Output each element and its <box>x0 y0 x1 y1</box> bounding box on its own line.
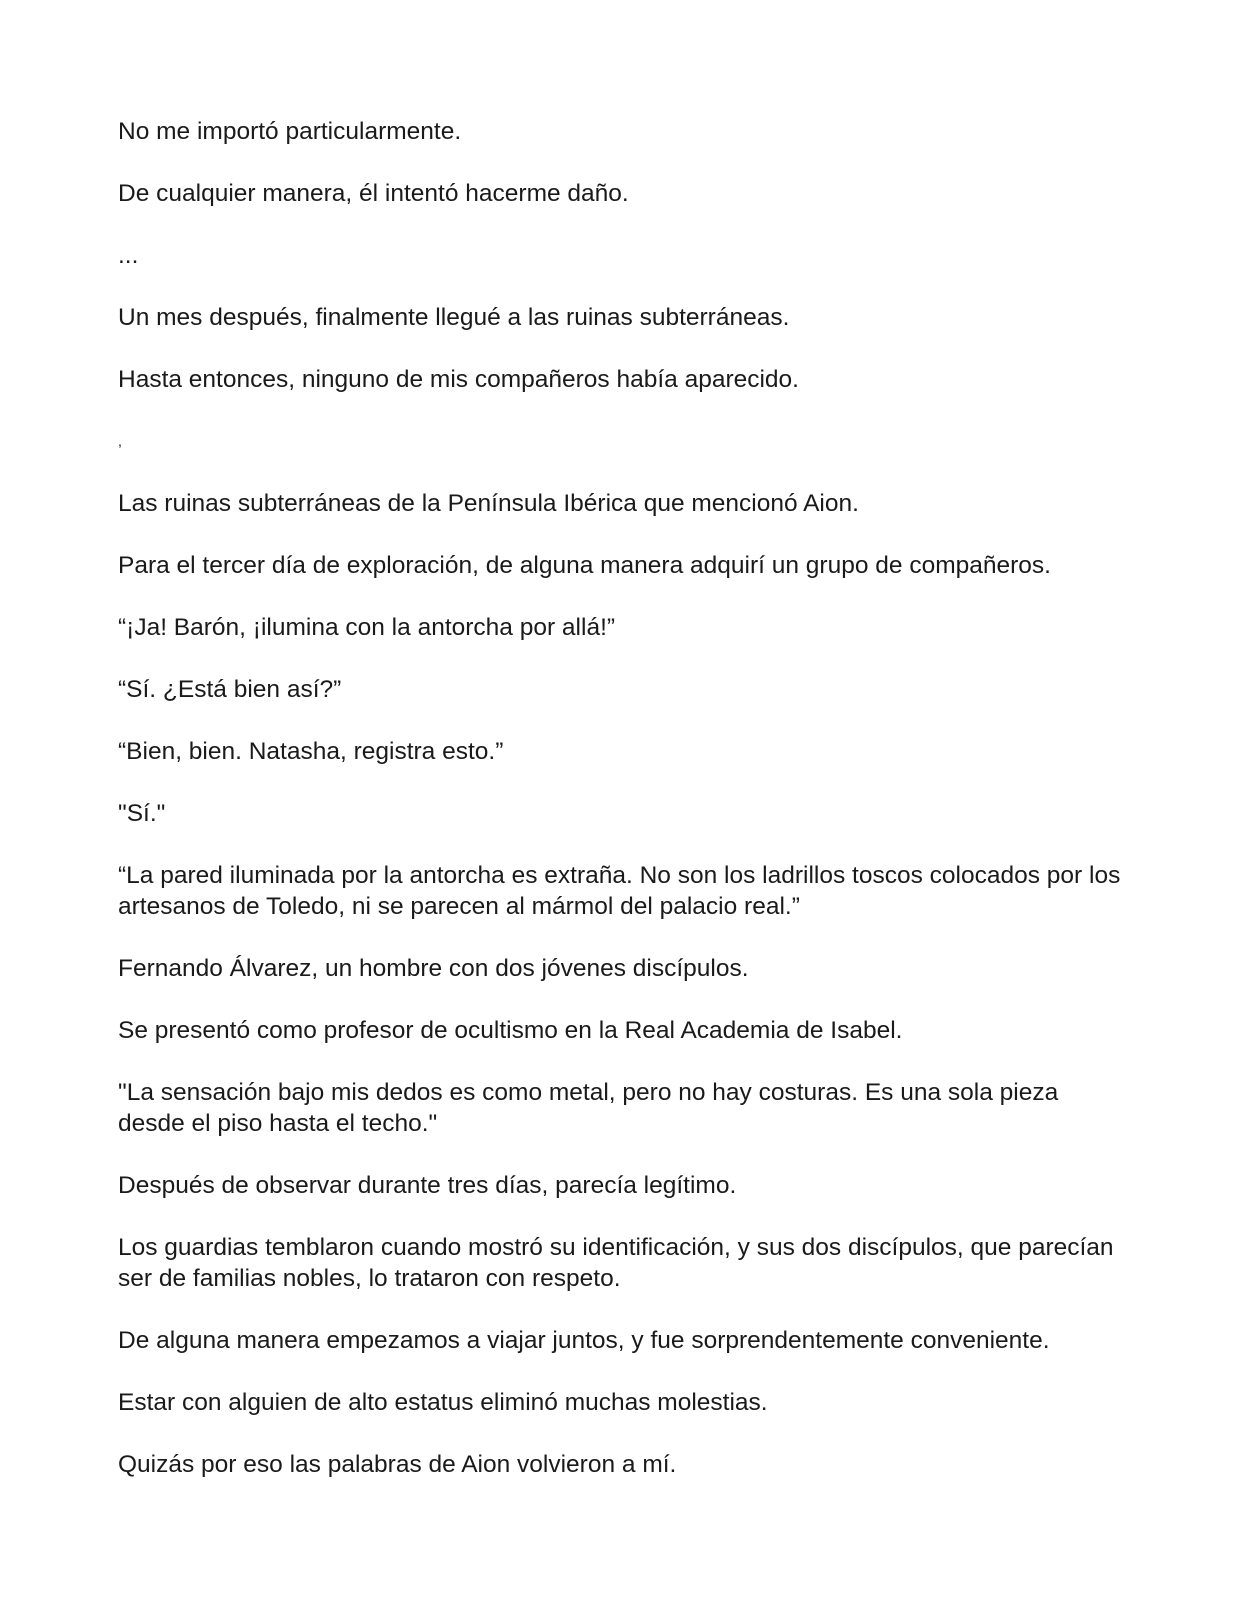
paragraph: Después de observar durante tres días, parecía legítimo. <box>118 1172 737 1199</box>
paragraph: Fernando Álvarez, un hombre con dos jóvenes discípulos. <box>118 955 749 982</box>
paragraph: Un mes después, finalmente llegué a las ruinas subterráneas. <box>118 304 790 331</box>
stray-comma: , <box>118 433 122 449</box>
paragraph: De alguna manera empezamos a viajar juntos, y fue sorprendentemente conveniente. <box>118 1327 1050 1354</box>
paragraph: De cualquier manera, él intentó hacerme daño. <box>118 180 629 207</box>
paragraph: Se presentó como profesor de ocultismo en la Real Academia de Isabel. <box>118 1017 903 1044</box>
document-body <box>118 116 1128 1511</box>
dialogue-line: "La sensación bajo mis dedos es como metal, pero no hay costuras. Es una sola pieza desde el piso hasta el techo." <box>118 1079 1059 1137</box>
paragraph: Quizás por eso las palabras de Aion volvieron a mí. <box>118 1451 677 1478</box>
dialogue-line: “Bien, bien. Natasha, registra esto.” <box>118 738 504 765</box>
dialogue-line: “La pared iluminada por la antorcha es extraña. No son los ladrillos toscos colocados por los artesanos de Toledo, ni se parecen al mármol del palacio real.” <box>118 862 1121 920</box>
paragraph: No me importó particularmente. <box>118 118 462 145</box>
dialogue-line: “Sí. ¿Está bien así?” <box>118 676 342 703</box>
dialogue-line: “¡Ja! Barón, ¡ilumina con la antorcha por allá!” <box>118 614 616 641</box>
paragraph: Los guardias temblaron cuando mostró su identificación, y sus dos discípulos, que parecían ser de familias nobles, lo trataron con respeto. <box>118 1234 1114 1292</box>
paragraph: Las ruinas subterráneas de la Península Ibérica que mencionó Aion. <box>118 490 859 517</box>
paragraph: Hasta entonces, ninguno de mis compañeros había aparecido. <box>118 366 799 393</box>
paragraph: Para el tercer día de exploración, de alguna manera adquirí un grupo de compañeros. <box>118 552 1051 579</box>
paragraph: ... <box>118 242 139 269</box>
paragraph: Estar con alguien de alto estatus eliminó muchas molestias. <box>118 1389 768 1416</box>
dialogue-line: "Sí." <box>118 800 166 827</box>
